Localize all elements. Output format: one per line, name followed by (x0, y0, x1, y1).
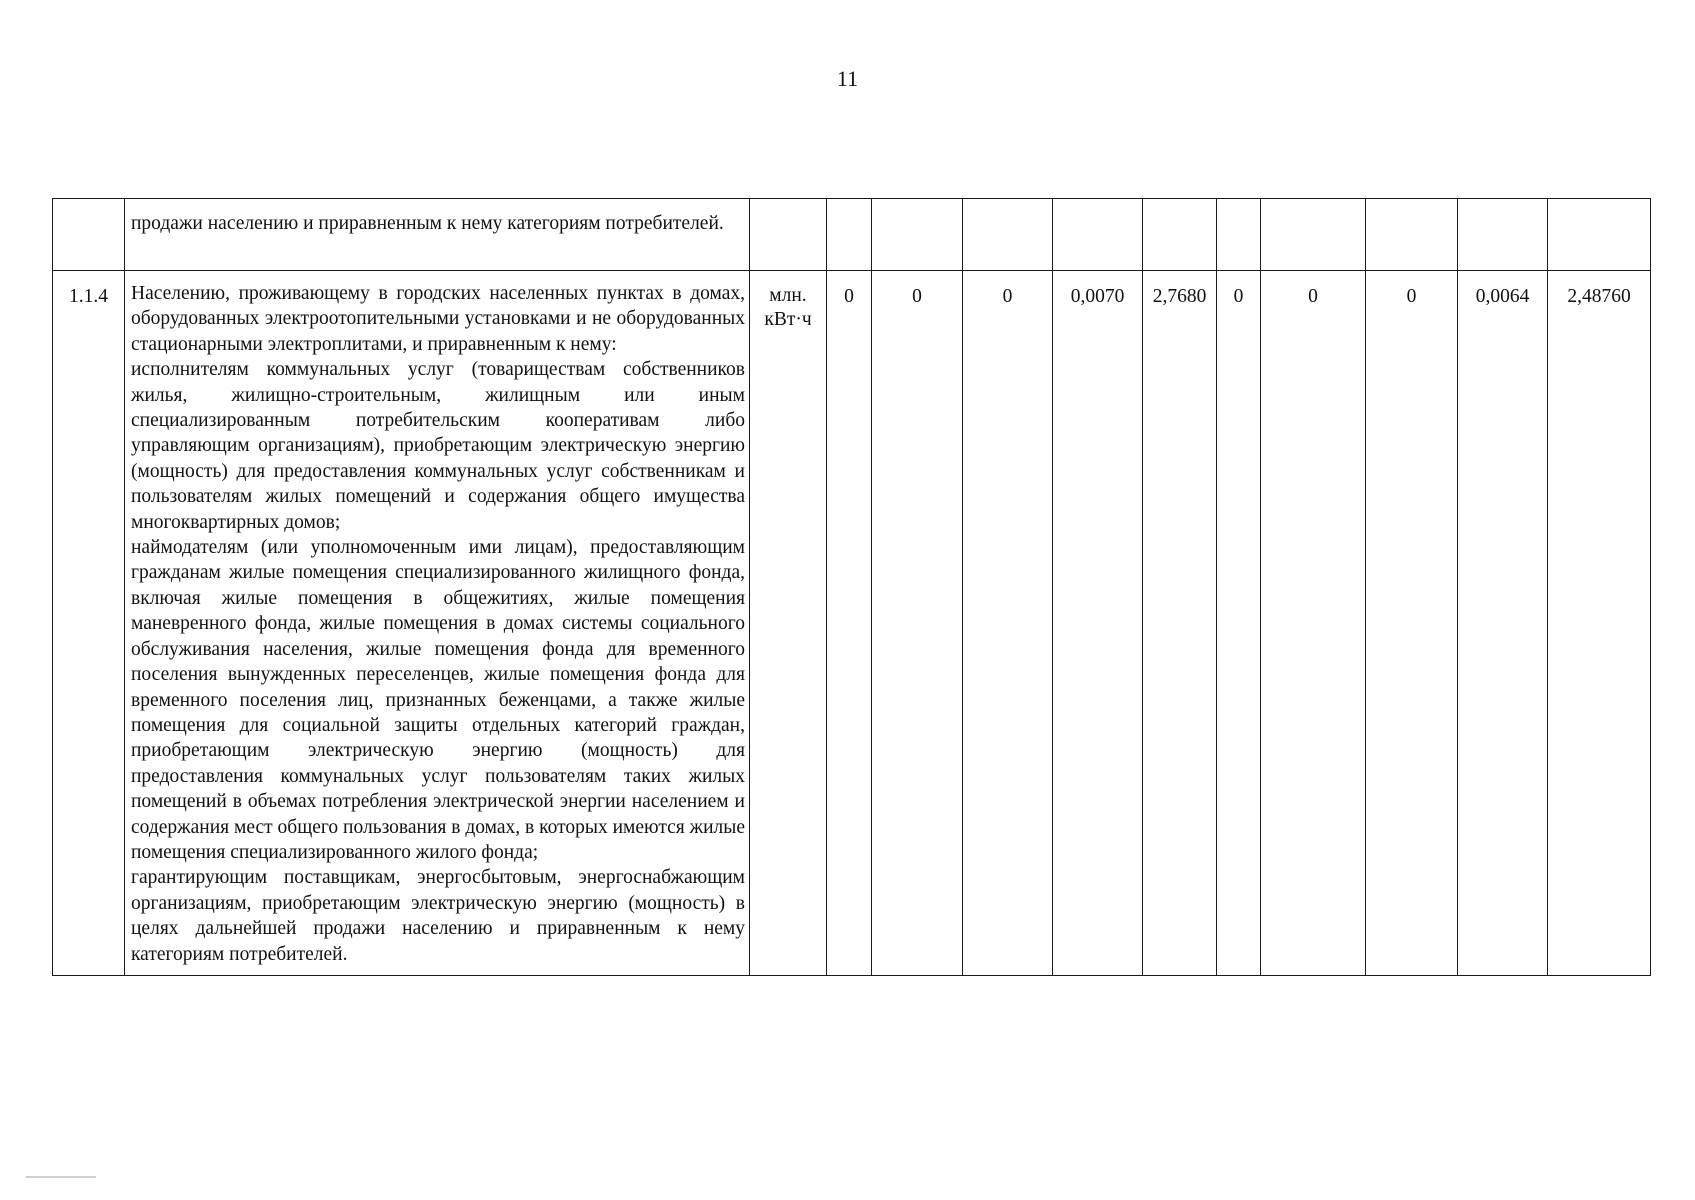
table-row-continuation (53, 199, 1651, 271)
cell-value-empty (1217, 199, 1261, 271)
page-number: 11 (836, 66, 859, 91)
row-value: 0,0070 (1053, 271, 1143, 976)
row-value: 0 (827, 271, 872, 976)
tariff-table (52, 198, 1651, 976)
cell-value-empty (1261, 199, 1366, 271)
cell-value-empty (1366, 199, 1458, 271)
row-value: 2,7680 (1143, 271, 1217, 976)
cell-number-empty (53, 199, 125, 271)
cell-unit-empty (750, 199, 827, 271)
cell-value-empty (872, 199, 963, 271)
description-paragraph-landlords: наймодателям (или уполномоченным ими лицам), предоставляющим гражданам жилые помещения специализированного жилищного фонда, включая жилые помещения в общежитиях, жилые помещения маневренного фонда, жилые помещения в домах системы социального обслуживания населения, жилые помещения фонда для временного поселения вынужденных переселенцев, жилые помещения фонда для временного поселения лиц, признанных беженцами, а также жилые помещения для социальной защиты отдельных категорий граждан, приобретающим электрическую энергию (мощность) для предоставления коммунальных услуг пользователям таких жилых помещений в объемах потребления электрической энергии населением и содержания мест общего пользования в домах, в которых имеются жилые помещения специализированного жилого фонда; (131, 537, 745, 863)
cell-description (125, 199, 750, 271)
row-value: 0 (1217, 271, 1261, 976)
cell-value-empty (1458, 199, 1548, 271)
description-paragraph-intro: Населению, проживающему в городских населенных пунктах в домах, оборудованных электроотопительными установками и не оборудованных стационарными электроплитами, и приравненным к нему: (131, 283, 745, 355)
row-value: 0 (1261, 271, 1366, 976)
row-value: 0,0064 (1458, 271, 1548, 976)
cell-value-empty (827, 199, 872, 271)
row-value: 0 (963, 271, 1053, 976)
scan-artifact (26, 1176, 96, 1178)
row-value: 2,48760 (1548, 271, 1651, 976)
row-value: 0 (1366, 271, 1458, 976)
cell-value-empty (1053, 199, 1143, 271)
row-unit: млн. кВт·ч (750, 271, 827, 976)
cell-value-empty (1143, 199, 1217, 271)
description-paragraph-suppliers: гарантирующим поставщикам, энергосбытовым, энергоснабжающим организациям, приобретающим электрическую энергию (мощность) в целях дальнейшей продажи населению и приравненным к нему категориям потребителей. (131, 867, 745, 965)
cell-description (125, 271, 750, 976)
continuation-text: продажи населению и приравненным к нему категориям потребителей. (131, 213, 724, 234)
description-paragraph-utilities: исполнителям коммунальных услуг (товариществам собственников жилья, жилищно-строительным, жилищным или иным специализированным потребительским кооперативам либо управляющим организациям), приобретающим электрическую энергию (мощность) для предоставления коммунальных услуг собственникам и пользователям жилых помещений и содержания общего имущества многоквартирных домов; (131, 359, 745, 533)
row-value: 0 (872, 271, 963, 976)
table-row-1-1-4 (53, 271, 1651, 976)
cell-value-empty (963, 199, 1053, 271)
row-number: 1.1.4 (53, 271, 125, 976)
cell-value-empty (1548, 199, 1651, 271)
